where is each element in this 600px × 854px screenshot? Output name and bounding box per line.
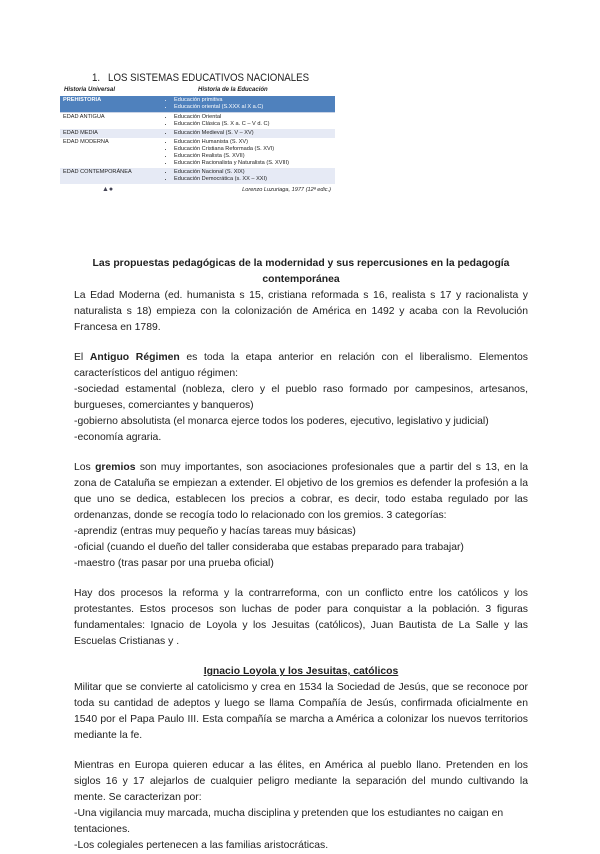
figure-col-right: Historia de la Educación xyxy=(198,87,268,93)
items-cell xyxy=(162,113,335,130)
loyola-paragraph-2: Mientras en Europa quieren educar a las élites, en América al pueblo llano. Pretenden en los siglos 16 y 17 alejarlos de cualquier peligro mediante la separación del mundo cultivando la mente. Se caracterizan por: xyxy=(74,760,528,803)
table-row xyxy=(60,96,335,113)
list-item: -sociedad estamental (nobleza, clero y el pueblo raso formado por campesinos, artesanos, burgueses, comerciantes y banqueros) xyxy=(74,384,528,411)
list-item: -Una vigilancia muy marcada, mucha disciplina y pretenden que los estudiantes no caigan en tentaciones. xyxy=(74,808,504,835)
figure-col-left: Historia Universal xyxy=(64,87,116,93)
list-item: • Educación Clásica (S. X a. C – V d. C) xyxy=(174,121,332,128)
figure-footer xyxy=(60,186,335,193)
text-span: El xyxy=(74,352,90,363)
era-cell: EDAD CONTEMPORÁNEA xyxy=(60,168,162,184)
table-row xyxy=(60,113,335,130)
items-cell xyxy=(162,129,335,138)
era-cell: EDAD ANTIGUA xyxy=(60,113,162,130)
intro-paragraph: La Edad Moderna (ed. humanista s 15, cristiana reformada s 16, realista s 17 y racionalista y naturalista s 18) empieza con la colonización de América en 1492 y acaba con la Revolución Francesa en 1789. xyxy=(74,290,528,333)
table-row xyxy=(60,138,335,168)
era-cell: PREHISTORIA xyxy=(60,96,162,113)
list-item: • Educación Realista (S. XVII) xyxy=(174,153,332,160)
list-item: -maestro (tras pasar por una prueba oficial) xyxy=(74,558,274,569)
table-row xyxy=(60,129,335,138)
items-cell xyxy=(162,168,335,184)
text-span: Los xyxy=(74,462,96,473)
list-item: -Los colegiales pertenecen a las familias aristocráticas. xyxy=(74,840,329,851)
list-item: -oficial (cuando el dueño del taller consideraba que estabas preparado para trabajar) xyxy=(74,542,464,553)
list-item: • Educación Oriental xyxy=(174,114,332,121)
items-cell xyxy=(162,138,335,168)
list-item: • Educación Nacional (S. XIX) xyxy=(174,169,332,176)
heading-number: 1. xyxy=(92,72,101,84)
text-span: es toda la etapa anterior en relación con el liberalismo. Elementos característicos del antiguo régimen: xyxy=(74,352,528,379)
bold-term: gremios xyxy=(95,462,136,473)
list-item: • Educación oriental (S.XXX al X a.C) xyxy=(174,104,332,111)
list-item: • Educación Cristiana Reformada (S. XVI) xyxy=(174,146,332,153)
text-span: son muy importantes, son asociaciones profesionales que a partir del s 13, en la zona de Cataluña se empiezan a extender. El objetivo de los gremios es defender la profesión a la que uno se dedica, establecen los precios a cobrar, es decir, todo estaba regulado por las ordenanzas, donde se recogía todo lo relacionado con los gremios. 3 categorías: xyxy=(74,462,529,521)
figure-source: Lorenzo Luzuriaga, 1977 (12ª edic.) xyxy=(242,186,331,193)
periods-table xyxy=(60,96,335,184)
list-item: • Educación Democrática (s. XX – XXI) xyxy=(174,176,332,183)
history-figure xyxy=(60,87,335,193)
list-item: • Educación Humanista (S. XV) xyxy=(174,139,332,146)
antiguo-regimen-paragraph xyxy=(74,350,528,382)
list-item: -aprendiz (entras muy pequeño y hacías tareas muy básicas) xyxy=(74,526,356,537)
table-row xyxy=(60,168,335,184)
bold-term: Antiguo Régimen xyxy=(89,352,180,363)
publisher-logo-icon: ▲● xyxy=(102,186,114,193)
figure-header xyxy=(60,87,335,96)
list-item: • Educación primitiva xyxy=(174,97,332,104)
list-item: -gobierno absolutista (el monarca ejerce todos los poderes, ejecutivo, legislativo y judicial) xyxy=(74,416,489,427)
loyola-paragraph-1: Militar que se convierte al catolicismo y crea en 1534 la Sociedad de Jesús, que se reconoce por toda su cantidad de adeptos y luego se llama Compañía de Jesús, confirmada oficialmente en 1540 por el Papa Paulo III. Esta compañía se marcha a América a colonizar los nuevos territorios mediante la fe. xyxy=(74,682,528,741)
section-subtitle: Las propuestas pedagógicas de la modernidad y sus repercusiones en la pedagogía contemporánea xyxy=(92,258,510,285)
document-body xyxy=(74,256,528,854)
gremios-paragraph xyxy=(74,460,528,524)
items-cell xyxy=(162,96,335,113)
list-item: • Educación Medieval (S. V – XV) xyxy=(174,130,332,137)
loyola-subtitle: Ignacio Loyola y los Jesuitas, católicos xyxy=(203,666,399,677)
era-cell: EDAD MEDIA xyxy=(60,129,162,138)
list-item: • Educación Racionalista y Naturalista (S. XVIII) xyxy=(174,160,332,167)
reforma-paragraph: Hay dos procesos la reforma y la contrarreforma, con un conflicto entre los católicos y los protestantes. Estos procesos son luchas de poder para conquistar a la población. 3 figuras fundamentales: Ignacio de Loyola y los Jesuitas (católicos), Juan Bautista de La Salle y las Escuelas Cristianas y . xyxy=(74,588,528,647)
era-cell: EDAD MODERNA xyxy=(60,138,162,168)
list-item: -economía agraria. xyxy=(74,432,162,443)
section-heading xyxy=(92,72,309,84)
heading-title: LOS SISTEMAS EDUCATIVOS NACIONALES xyxy=(108,72,310,84)
